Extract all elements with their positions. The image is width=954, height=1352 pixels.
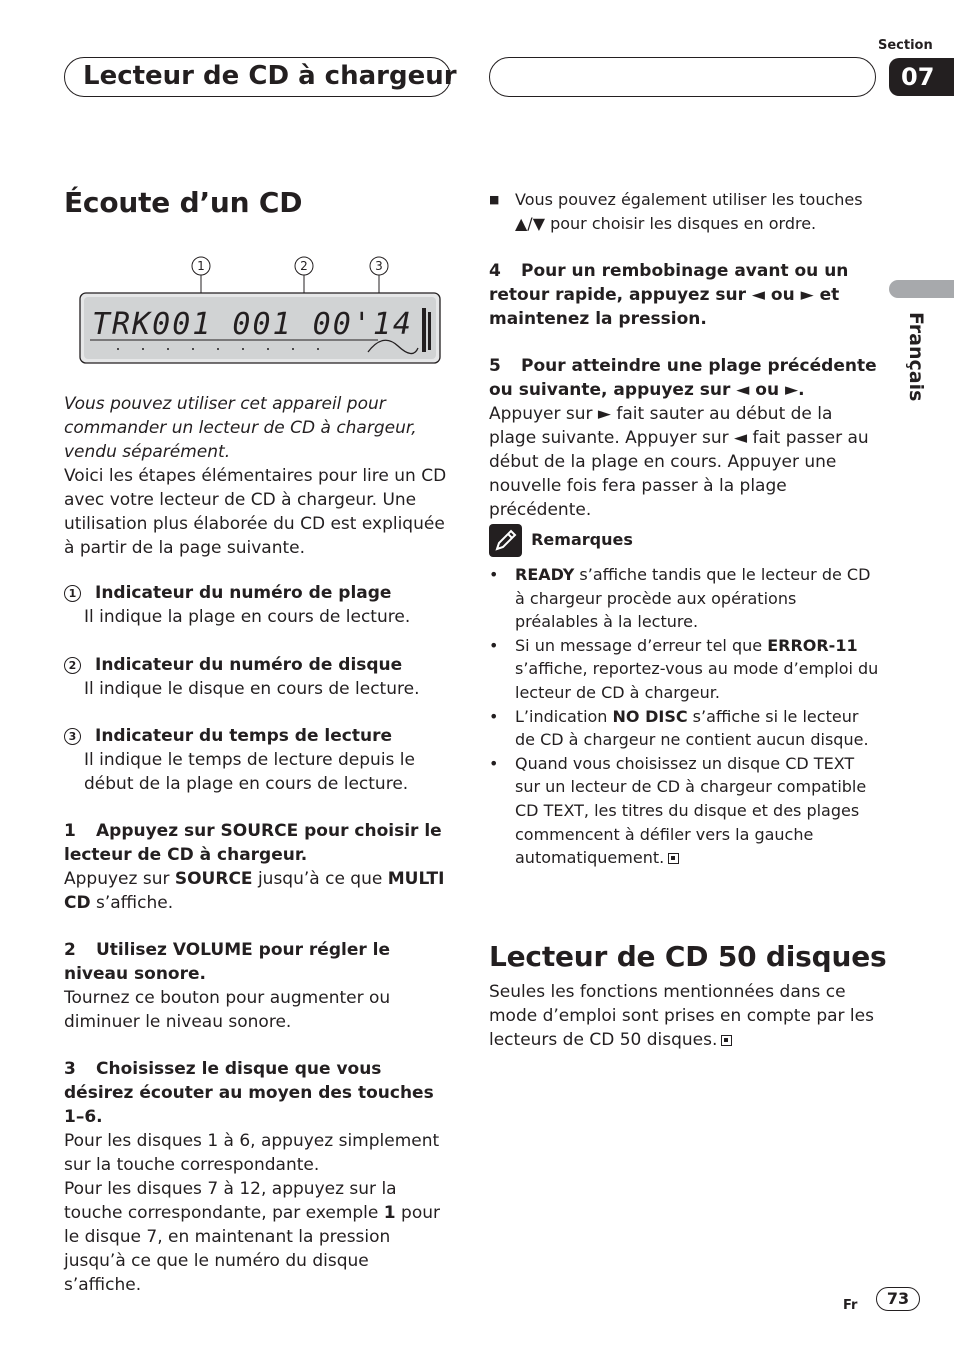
step-5-num: 5 [489, 356, 501, 376]
notes-header [489, 524, 879, 557]
step-4-title: Pour un rembobinage avant ou un retour rapide, appuyez sur ◄ ou ► et maintenez la pression. [489, 261, 849, 329]
page-title: Écoute d’un CD [64, 186, 303, 219]
indicator-3 [64, 724, 448, 796]
note-item: • Si un message d’erreur tel que ERROR-11 s’affiche, reportez-vous au mode d’emploi du lecteur de CD à chargeur. [489, 635, 879, 702]
step-2-title: Utilisez VOLUME pour régler le niveau sonore. [64, 940, 391, 984]
cd-display-illustration [78, 252, 442, 370]
note-item: • L’indication NO DISC s’affiche si le lecteur de CD à chargeur ne contient aucun disque. [489, 706, 869, 750]
notes-list [489, 563, 879, 870]
end-mark-icon [668, 853, 679, 864]
step-3-body-2: Pour les disques 7 à 12, appuyez sur la touche correspondante, par exemple 1 pour le disque 7, en maintenant la pression jusqu’à ce que le numéro du disque s’affiche. [64, 1179, 440, 1295]
notes-title: Remarques [531, 530, 633, 549]
step-4 [489, 259, 879, 331]
section2-body: Seules les fonctions mentionnées dans ce mode d’emploi sont prises en compte par les lecteurs de CD 50 disques. [489, 982, 874, 1050]
step-2-num: 2 [64, 940, 76, 960]
tip-bullet: ■ [489, 193, 500, 206]
indicator-3-num: 3 [64, 728, 81, 745]
step-5-body: Appuyer sur ► fait sauter au début de la plage suivante. Appuyer sur ◄ fait passer au début de la plage en cours. Appuyer une nouvelle fois fera passer à la plage précédente. [489, 404, 869, 520]
step-1-body: Appuyez sur SOURCE jusqu’à ce que MULTI CD s’affiche. [64, 869, 445, 913]
intro-text: Voici les étapes élémentaires pour lire un CD avec votre lecteur de CD à chargeur. Une utilisation plus élaborée du CD est expliquée à partir de la page suivante. [64, 466, 447, 558]
section2-title: Lecteur de CD 50 disques [489, 940, 887, 973]
note-item: • READY s’affiche tandis que le lecteur de CD à chargeur procède aux opérations préalables à la lecture. [489, 565, 871, 632]
indicator-2-num: 2 [64, 657, 81, 674]
step-1-num: 1 [64, 821, 76, 841]
chapter-title-pill [64, 57, 457, 97]
step-1 [64, 819, 448, 915]
lcd-readout: TRK001 001 00'14 [92, 307, 413, 342]
indicator-2 [64, 653, 448, 701]
section-label: Section [878, 38, 933, 53]
step-2 [64, 938, 448, 1034]
tip-block [489, 188, 879, 235]
step-1-title: Appuyez sur SOURCE pour choisir le lecteur de CD à chargeur. [64, 821, 442, 865]
page-number: 73 [876, 1287, 920, 1311]
step-2-body: Tournez ce bouton pour augmenter ou diminuer le niveau sonore. [64, 988, 391, 1032]
language-tab-label: Français [905, 312, 927, 402]
empty-header-pill [489, 57, 876, 97]
indicator-2-desc: Il indique le disque en cours de lecture. [84, 679, 420, 699]
callout-2: 2 [300, 259, 308, 273]
indicator-3-title: Indicateur du temps de lecture [95, 726, 392, 746]
step-3-title: Choisissez le disque que vous désirez écouter au moyen des touches 1–6. [64, 1059, 434, 1127]
step-5-title: Pour atteindre une plage précédente ou suivante, appuyez sur ◄ ou ►. [489, 356, 877, 400]
pencil-note-icon [489, 524, 522, 557]
indicator-1-title: Indicateur du numéro de plage [95, 583, 392, 603]
intro-italic: Vous pouvez utiliser cet appareil pour commander un lecteur de CD à chargeur, vendu séparément. [64, 394, 417, 462]
language-tab-bar [889, 280, 954, 298]
indicator-2-title: Indicateur du numéro de disque [95, 655, 403, 675]
callout-1: 1 [197, 259, 205, 273]
end-mark-icon [721, 1035, 732, 1046]
tip-text: Vous pouvez également utiliser les touches ▲/▼ pour choisir les disques en ordre. [515, 190, 863, 233]
section2-body-block [489, 980, 879, 1052]
chapter-title: Lecteur de CD à chargeur [83, 61, 457, 91]
intro-block [64, 392, 448, 560]
step-3-body-1: Pour les disques 1 à 6, appuyez simplement sur la touche correspondante. [64, 1131, 440, 1175]
step-5 [489, 354, 879, 522]
indicator-3-desc: Il indique le temps de lecture depuis le début de la plage en cours de lecture. [84, 750, 415, 794]
step-4-num: 4 [489, 261, 501, 281]
footer-lang: Fr [843, 1298, 858, 1313]
callout-3: 3 [375, 259, 383, 273]
step-3-num: 3 [64, 1059, 76, 1079]
note-item: • Quand vous choisissez un disque CD TEXT sur un lecteur de CD à chargeur compatible CD TEXT, les titres du disque et des plages commencent à défiler vers la gauche automatiquement. [489, 753, 867, 868]
step-3 [64, 1057, 448, 1297]
indicator-1 [64, 581, 448, 629]
section-number-badge: 07 [889, 58, 954, 96]
indicator-1-num: 1 [64, 585, 81, 602]
indicator-1-desc: Il indique la plage en cours de lecture. [84, 607, 411, 627]
